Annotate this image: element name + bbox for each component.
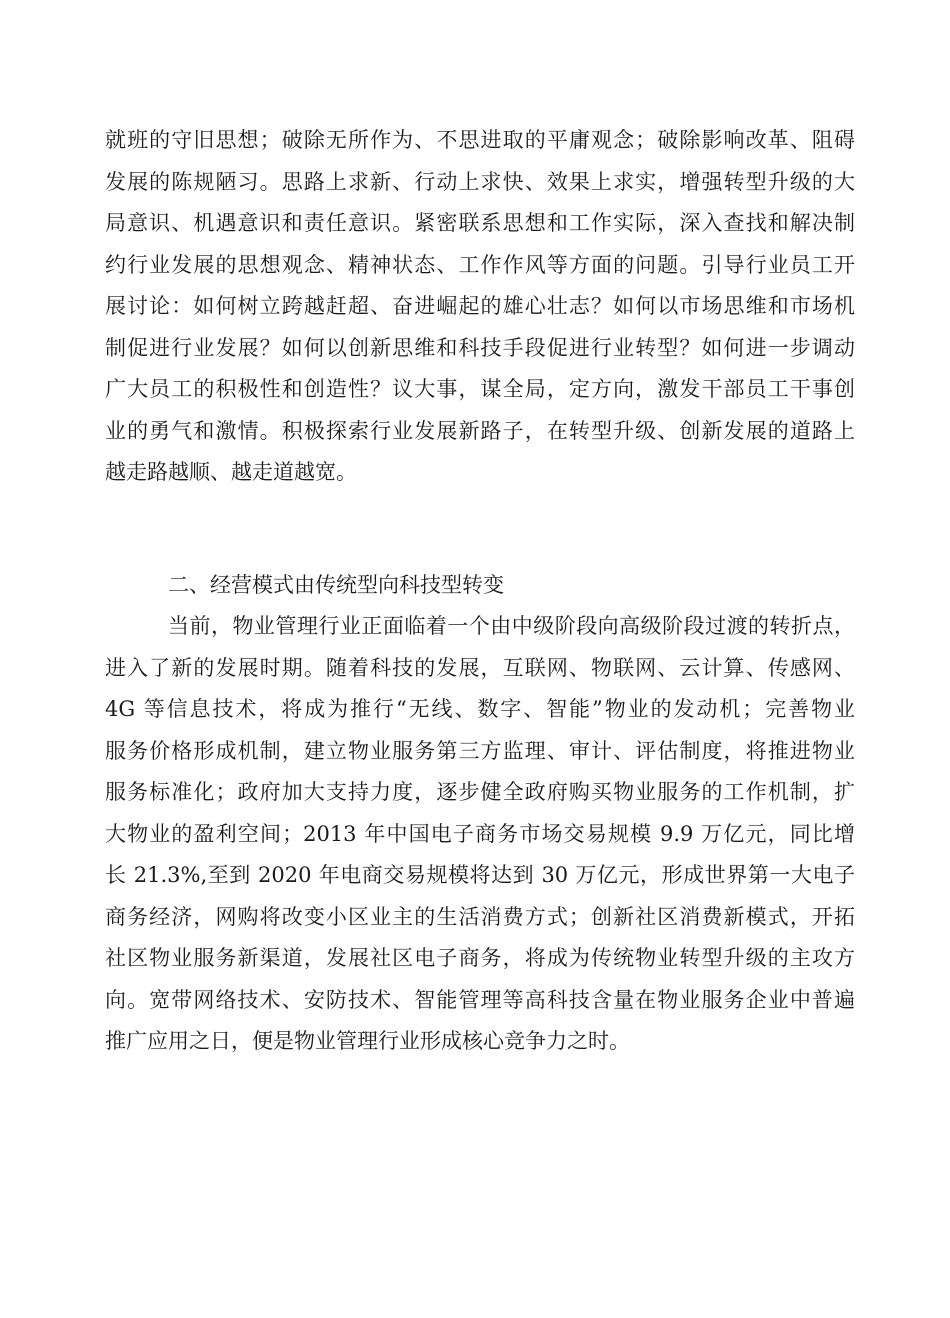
text-line: 局意识、机遇意识和责任意识。紧密联系思想和工作实际，深入查找和解决制 bbox=[105, 211, 855, 235]
text-line: 服务价格形成机制，建立物业服务第三方监理、审计、评估制度，将推进物业 bbox=[105, 738, 855, 763]
text-line: 业的勇气和激情。积极探索行业发展新路子，在转型升级、创新发展的道路上 bbox=[105, 418, 855, 443]
section-heading bbox=[105, 565, 855, 607]
section-heading-text: 二、经营模式由传统型向科技型转变 bbox=[168, 573, 504, 597]
paragraph-business-model bbox=[105, 606, 855, 1063]
text-line: 大物业的盈利空间；2013 年中国电子商务市场交易规模 9.9 万亿元，同比增 bbox=[105, 821, 855, 846]
text-line: 当前，物业管理行业正面临着一个由中级阶段向高级阶段过渡的转折点， bbox=[168, 614, 855, 638]
text-line: 4G 等信息技术，将成为推行“无线、数字、智能”物业的发动机；完善物业 bbox=[105, 697, 855, 721]
text-line: 长 21.3%,至到 2020 年电商交易规模将达到 30 万亿元，形成世界第一大电子 bbox=[105, 863, 855, 887]
text-line: 进入了新的发展时期。随着科技的发展，互联网、物联网、云计算、传感网、 bbox=[105, 655, 855, 680]
paragraph-ideology bbox=[105, 120, 855, 494]
text-line: 越走路越顺、越走道越宽。 bbox=[105, 460, 357, 484]
text-line: 推广应用之日，便是物业管理行业形成核心竞争力之时。 bbox=[105, 1029, 630, 1053]
text-line: 就班的守旧思想；破除无所作为、不思进取的平庸观念；破除影响改革、阻碍 bbox=[105, 128, 855, 152]
text-line: 展讨论：如何树立跨越赶超、奋进崛起的雄心壮志？如何以市场思维和市场机 bbox=[105, 294, 855, 318]
text-line: 发展的陈规陋习。思路上求新、行动上求快、效果上求实，增强转型升级的大 bbox=[105, 169, 855, 194]
text-line: 商务经济，网购将改变小区业主的生活消费方式；创新社区消费新模式，开拓 bbox=[105, 904, 855, 929]
text-line: 约行业发展的思想观念、精神状态、工作作风等方面的问题。引导行业员工开 bbox=[105, 252, 855, 277]
text-line: 制促进行业发展？如何以创新思维和科技手段促进行业转型？如何进一步调动 bbox=[105, 335, 855, 360]
text-line: 服务标准化；政府加大支持力度，逐步健全政府购买物业服务的工作机制，扩 bbox=[105, 780, 855, 804]
text-line: 广大员工的积极性和创造性？议大事，谋全局，定方向，激发干部员工干事创 bbox=[105, 377, 855, 401]
text-line: 社区物业服务新渠道，发展社区电子商务，将成为传统物业转型升级的主攻方 bbox=[105, 946, 855, 970]
text-line: 向。宽带网络技术、安防技术、智能管理等高科技含量在物业服务企业中普遍 bbox=[105, 987, 855, 1012]
